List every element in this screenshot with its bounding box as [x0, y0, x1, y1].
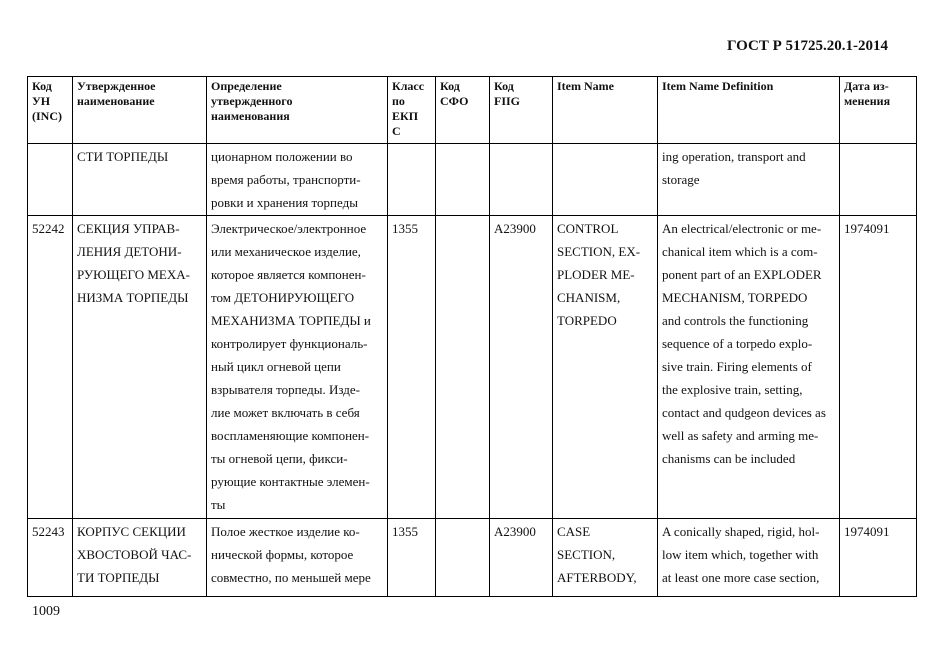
cell-line: ты огневой цепи, фикси-: [211, 451, 348, 466]
definition-header: [207, 77, 388, 144]
cell-line: лие может включать в себя: [211, 405, 360, 420]
table-row: [28, 144, 917, 216]
cell-line: КОРПУС СЕКЦИИ: [77, 524, 186, 539]
definition-cell: [207, 144, 388, 216]
cell-line: рующие контактные элемен-: [211, 474, 370, 489]
item-definition-cell: [658, 519, 840, 597]
header-line: Item Name: [557, 79, 614, 93]
cell-line: ционарном положении во: [211, 149, 353, 164]
item-definition-header: [658, 77, 840, 144]
header-line: утвержденного: [211, 94, 293, 108]
header-line: СФО: [440, 94, 469, 108]
date-cell: [840, 144, 917, 216]
date-header: [840, 77, 917, 144]
header-line: Определение: [211, 79, 282, 93]
date-cell: 1974091: [840, 519, 917, 597]
cell-line: at least one more case section,: [662, 570, 820, 585]
cell-line: ный цикл огневой цепи: [211, 359, 341, 374]
cell-line: well as safety and arming me-: [662, 428, 819, 443]
cell-line: PLODER ME-: [557, 267, 635, 282]
cell-line: которое является компонен-: [211, 267, 366, 282]
cell-line: An electrical/electronic or me-: [662, 221, 822, 236]
header-line: ЕКП: [392, 109, 419, 123]
cell-line: ТИ ТОРПЕДЫ: [77, 570, 160, 585]
table-header-row: [28, 77, 917, 144]
cell-line: chanical item which is a com-: [662, 244, 818, 259]
cell-line: ponent part of an EXPLODER: [662, 267, 822, 282]
definition-cell: [207, 519, 388, 597]
cell-line: РУЮЩЕГО МЕХА-: [77, 267, 190, 282]
name-header: [73, 77, 207, 144]
specification-table: [27, 76, 917, 597]
header-line: наименования: [211, 109, 290, 123]
cell-line: СЕКЦИЯ УПРАВ-: [77, 221, 180, 236]
sfo-header: [436, 77, 490, 144]
item-definition-cell: [658, 216, 840, 519]
cell-line: sive train. Firing elements of: [662, 359, 812, 374]
class-header: [388, 77, 436, 144]
table-row: [28, 519, 917, 597]
name-cell: [73, 144, 207, 216]
cell-line: воспламеняющие компонен-: [211, 428, 370, 443]
code-header: [28, 77, 73, 144]
cell-line: СТИ ТОРПЕДЫ: [77, 149, 169, 164]
header-line: менения: [844, 94, 891, 108]
item-name-cell: [553, 216, 658, 519]
cell-line: CHANISM,: [557, 290, 621, 305]
cell-line: ты: [211, 497, 226, 512]
class-cell: 1355: [388, 216, 436, 519]
date-cell: 1974091: [840, 216, 917, 519]
cell-line: НИЗМА ТОРПЕДЫ: [77, 290, 189, 305]
header-line: УН: [32, 94, 51, 108]
code-cell: [28, 144, 73, 216]
cell-line: МЕХАНИЗМА ТОРПЕДЫ и: [211, 313, 371, 328]
cell-line: the explosive train, setting,: [662, 382, 803, 397]
document-code: ГОСТ Р 51725.20.1-2014: [726, 38, 888, 54]
cell-line: время работы, транспорти-: [211, 172, 361, 187]
cell-line: ing operation, transport and: [662, 149, 806, 164]
header-line: Item Name Definition: [662, 79, 774, 93]
item-name-header: [553, 77, 658, 144]
header-line: Код: [494, 79, 514, 93]
cell-line: совместно, по меньшей мере: [211, 570, 371, 585]
header-line: FIIG: [494, 94, 521, 108]
name-cell: [73, 519, 207, 597]
header-line: Код: [32, 79, 52, 93]
cell-line: Полое жесткое изделие ко-: [211, 524, 360, 539]
item-name-cell: [553, 519, 658, 597]
code-cell: 52243: [28, 519, 73, 597]
cell-line: контролирует функциональ-: [211, 336, 368, 351]
code-cell: 52242: [28, 216, 73, 519]
cell-line: ровки и хранения торпеды: [211, 195, 358, 210]
cell-line: and controls the functioning: [662, 313, 809, 328]
header-line: С: [392, 124, 401, 138]
cell-line: A conically shaped, rigid, hol-: [662, 524, 820, 539]
fiig-cell: A23900: [490, 519, 553, 597]
name-cell: [73, 216, 207, 519]
cell-line: взрывателя торпеды. Изде-: [211, 382, 360, 397]
item-name-cell: [553, 144, 658, 216]
sfo-cell: [436, 144, 490, 216]
class-cell: 1355: [388, 519, 436, 597]
cell-line: low item which, together with: [662, 547, 819, 562]
cell-line: ЛЕНИЯ ДЕТОНИ-: [77, 244, 182, 259]
cell-line: sequence of a torpedo explo-: [662, 336, 813, 351]
cell-line: CASE: [557, 524, 591, 539]
cell-line: SECTION,: [557, 547, 616, 562]
header-line: Код: [440, 79, 460, 93]
cell-line: CONTROL: [557, 221, 619, 236]
table-row: [28, 216, 917, 519]
cell-line: том ДЕТОНИРУЮЩЕГО: [211, 290, 355, 305]
header-line: Класс: [392, 79, 425, 93]
cell-line: ХВОСТОВОЙ ЧАС-: [77, 547, 192, 562]
cell-line: TORPEDO: [557, 313, 617, 328]
cell-line: MECHANISM, TORPEDO: [662, 290, 808, 305]
class-cell: [388, 144, 436, 216]
cell-line: storage: [662, 172, 700, 187]
fiig-header: [490, 77, 553, 144]
definition-cell: [207, 216, 388, 519]
cell-line: AFTERBODY,: [557, 570, 637, 585]
cell-line: или механическое изделие,: [211, 244, 361, 259]
item-definition-cell: [658, 144, 840, 216]
cell-line: Электрическое/электронное: [211, 221, 367, 236]
fiig-cell: A23900: [490, 216, 553, 519]
header-line: Утвержденное: [77, 79, 156, 93]
cell-line: SECTION, EX-: [557, 244, 641, 259]
table-body: [28, 144, 917, 597]
sfo-cell: [436, 216, 490, 519]
header-line: по: [392, 94, 405, 108]
header-line: (INC): [32, 109, 62, 123]
cell-line: нической формы, которое: [211, 547, 354, 562]
cell-line: contact and qudgeon devices as: [662, 405, 826, 420]
page-number: 1009: [32, 604, 60, 619]
header-line: Дата из-: [844, 79, 889, 93]
sfo-cell: [436, 519, 490, 597]
fiig-cell: [490, 144, 553, 216]
cell-line: chanisms can be included: [662, 451, 796, 466]
header-line: наименование: [77, 94, 155, 108]
